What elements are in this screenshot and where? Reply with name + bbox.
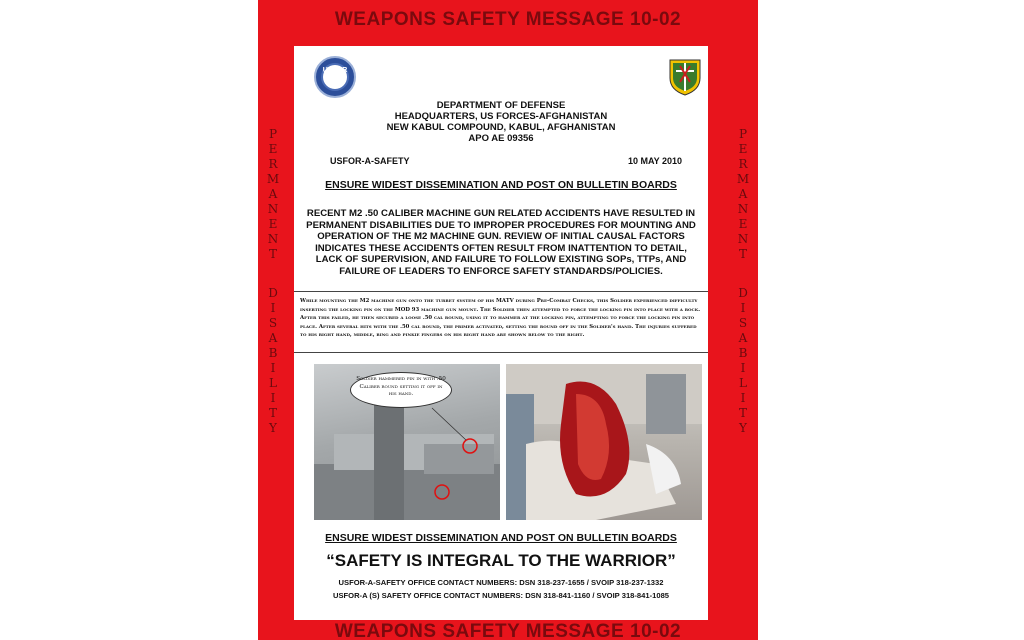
sidebar-letter: E xyxy=(738,142,748,156)
message-page xyxy=(294,46,708,620)
sidebar-letter: I xyxy=(270,391,276,405)
contact-line-1: USFOR-A-SAFETY OFFICE CONTACT NUMBERS: DSN 318-237-1655 / SVOIP 318-237-1332 xyxy=(338,578,664,587)
sidebar-letter: T xyxy=(268,406,277,420)
dissemination-notice-top: ENSURE WIDEST DISSEMINATION AND POST ON BULLETIN BOARDS xyxy=(325,179,677,191)
sidebar-letter: E xyxy=(268,217,278,231)
sidebar-letter: A xyxy=(268,187,278,201)
sidebar-letter: B xyxy=(738,346,748,360)
sidebar-letter: R xyxy=(268,157,278,171)
sidebar-letter: N xyxy=(737,232,749,246)
sidebar-letter: A xyxy=(738,187,748,201)
sidebar-letter: B xyxy=(268,346,278,360)
safety-poster xyxy=(258,0,758,640)
sidebar-right xyxy=(731,128,755,437)
sidebar-letter: T xyxy=(738,406,747,420)
sidebar-letter: E xyxy=(268,142,278,156)
injury-photo xyxy=(506,364,702,520)
seal-text: USFOR xyxy=(322,67,348,74)
hq-line-2: HEADQUARTERS, US FORCES-AFGHANISTAN xyxy=(394,111,608,122)
sidebar-letter: I xyxy=(740,391,746,405)
sidebar-letter: I xyxy=(740,361,746,375)
sidebar-letter: A xyxy=(268,331,278,345)
sidebar-letter: T xyxy=(738,247,747,261)
sidebar-letter: N xyxy=(737,202,749,216)
intro-paragraph: RECENT M2 .50 CALIBER MACHINE GUN RELATED ACCIDENTS HAVE RESULTED IN PERMANENT DISABILITIES DUE TO IMPROPER PROCEDURES FOR MOUNTING AND OPERATION OF THE M2 MACHINE GUN. REVIEW OF INITIAL CAUSAL FACTORS INDICATES THESE ACCIDENTS OFTEN RESULT FROM INATTENTION TO DETAIL, LACK OF SUPERVISION, AND FAILURE TO FOLLOW EXISTING SOPs, TTPs, AND FAILURE OF LEADERS TO ENFORCE SAFETY STANDARDS/POLICIES. xyxy=(306,208,696,277)
hq-line-1: DEPARTMENT OF DEFENSE xyxy=(436,100,566,111)
usfor-seal-icon xyxy=(314,56,356,98)
incident-narrative: While mounting the M2 machine gun onto the turret system of his MATV during Pre-Combat Checks, this Soldier experienced difficulty inserting the locking pin on the MOD 93 machine gun mount. The Soldier then attempted to force the locking pin into place with a rock. After this failed, he then secured a loose .50 cal round, using it to hammer at the locking pin, attempting to force the locking pin into place. After several hits with the .50 cal round, the primer activated, setting the round off in the Soldier's hand. The injuries suffered to his right hand, middle, ring and pinkie fingers on his right hand are shown below to the right. xyxy=(294,291,708,353)
sidebar-letter: I xyxy=(270,301,276,315)
sidebar-letter: D xyxy=(268,286,278,300)
sidebar-letter: Y xyxy=(269,421,277,435)
sidebar-letter: E xyxy=(738,217,748,231)
mount-photo xyxy=(314,364,500,520)
sidebar-letter: M xyxy=(736,172,750,186)
sidebar-letter: S xyxy=(738,316,748,330)
sidebar-letter: L xyxy=(739,376,747,390)
sidebar-letter: P xyxy=(738,127,748,141)
office-symbol: USFOR-A-SAFETY xyxy=(330,156,410,166)
sidebar-letter: L xyxy=(269,376,277,390)
banner-bottom: WEAPONS SAFETY MESSAGE 10-02 xyxy=(334,621,682,640)
dissemination-notice-bottom: ENSURE WIDEST DISSEMINATION AND POST ON BULLETIN BOARDS xyxy=(325,532,677,544)
sidebar-letter: M xyxy=(266,172,280,186)
sidebar-letter: S xyxy=(268,316,278,330)
banner-top: WEAPONS SAFETY MESSAGE 10-02 xyxy=(334,9,682,30)
safety-slogan: “SAFETY IS INTEGRAL TO THE WARRIOR” xyxy=(326,551,676,570)
sidebar-letter: P xyxy=(268,127,278,141)
unit-shield-icon xyxy=(668,58,702,96)
contact-line-2: USFOR-A (S) SAFETY OFFICE CONTACT NUMBERS: DSN 318-841-1160 / SVOIP 318-841-1085 xyxy=(332,591,670,600)
sidebar-letter: Y xyxy=(739,421,747,435)
sidebar-letter: I xyxy=(740,301,746,315)
sidebar-letter: N xyxy=(267,232,279,246)
message-date: 10 MAY 2010 xyxy=(628,156,683,166)
sidebar-letter: A xyxy=(738,331,748,345)
sidebar-letter: D xyxy=(738,286,748,300)
headquarters-block xyxy=(294,100,708,144)
hq-line-3: NEW KABUL COMPOUND, KABUL, AFGHANISTAN xyxy=(386,122,616,133)
sidebar-letter: T xyxy=(268,247,277,261)
sidebar-letter: N xyxy=(267,202,279,216)
sidebar-letter: R xyxy=(738,157,748,171)
sidebar-left xyxy=(261,128,285,437)
sidebar-letter: I xyxy=(270,361,276,375)
hq-line-4: APO AE 09356 xyxy=(468,133,534,144)
callout-text: Soldier hammered pin in with .50 Caliber round setting it off in his hand. xyxy=(356,376,446,397)
